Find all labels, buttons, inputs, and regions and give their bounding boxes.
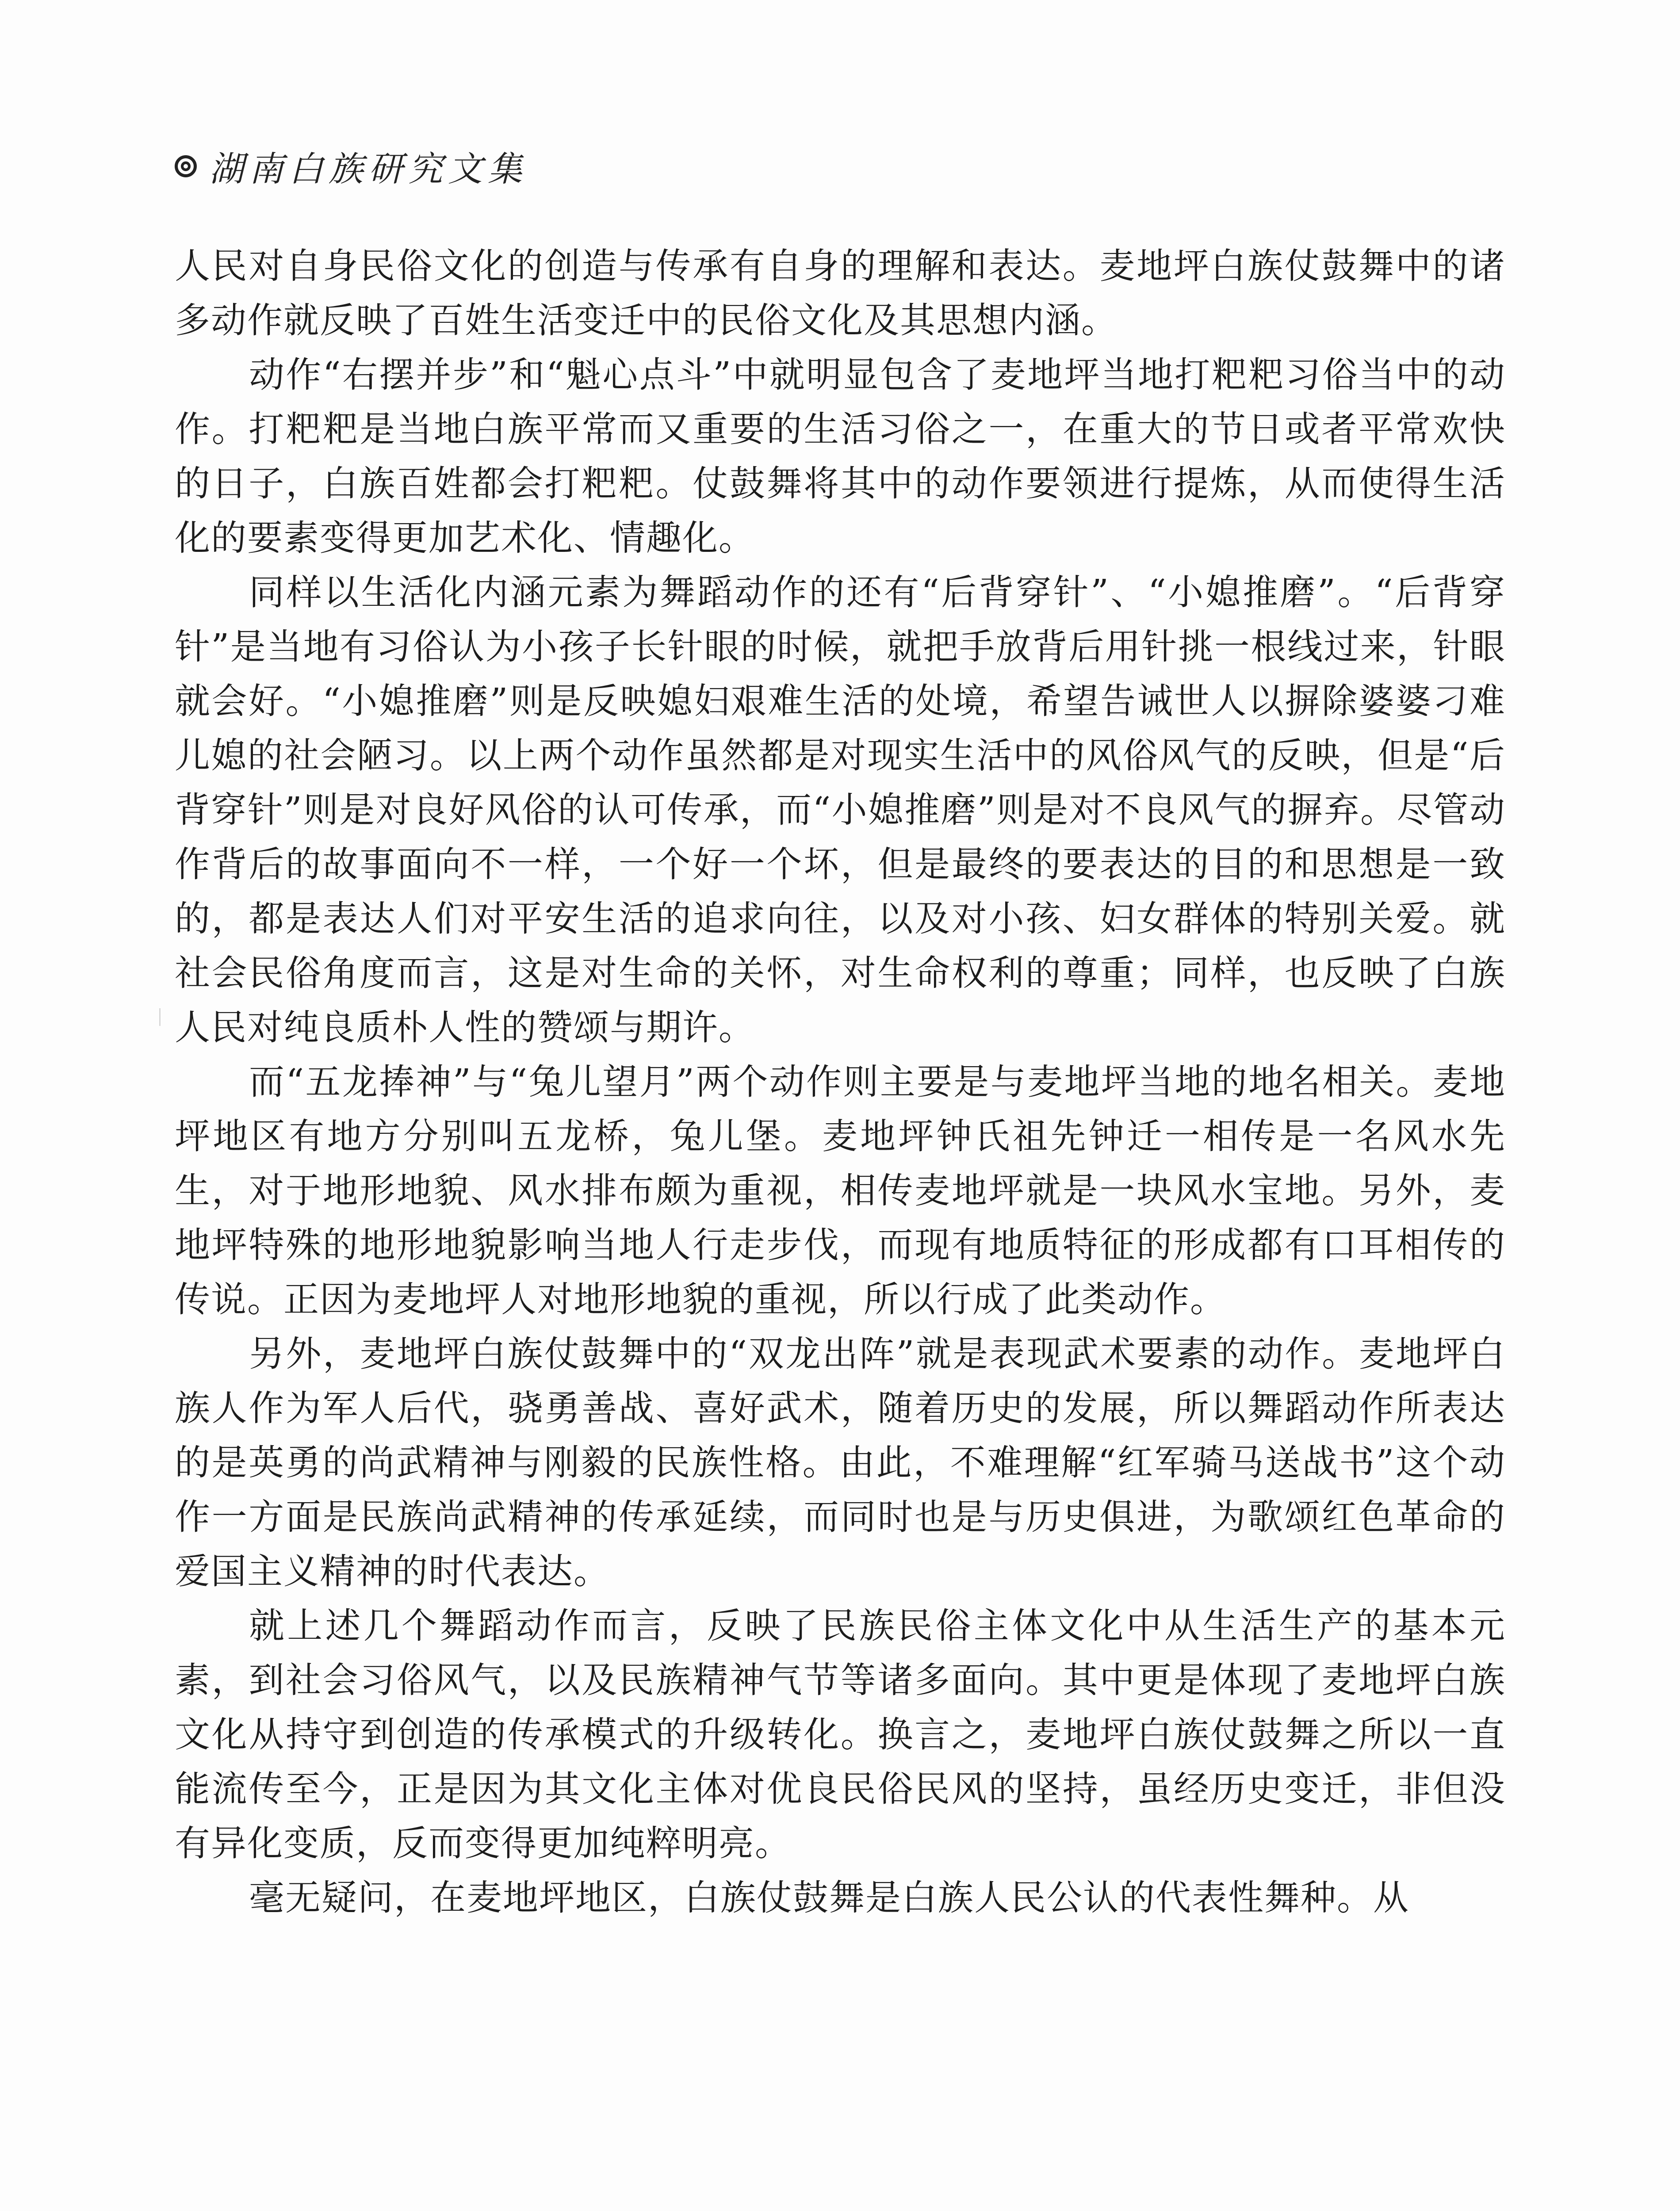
paragraph: 动作“右摆并步”和“魁心点斗”中就明显包含了麦地坪当地打粑粑习俗当中的动作。打粑粑是当地白族平常而又重要的生活习俗之一，在重大的节日或者平常欢快的日子，白族百姓都会打粑粑。仗鼓舞将其中的动作要领进行提炼，从而使得生活化的要素变得更加艺术化、情趣化。 [175,354,1506,558]
body-text [175,239,1506,1925]
paragraph: 而“五龙捧神”与“兔儿望月”两个动作则主要是与麦地坪当地的地名相关。麦地坪地区有地方分别叫五龙桥，兔儿堡。麦地坪钟氏祖先钟迁一相传是一名风水先生，对于地形地貌、风水排布颇为重视，相传麦地坪就是一块风水宝地。另外，麦地坪特殊的地形地貌影响当地人行走步伐，而现有地质特征的形成都有口耳相传的传说。正因为麦地坪人对地形地貌的重视，所以行成了此类动作。 [175,1061,1506,1320]
running-header [175,142,528,191]
paragraph-continued: 人民对自身民俗文化的创造与传承有自身的理解和表达。麦地坪白族仗鼓舞中的诸多动作就反映了百姓生活变迁中的民俗文化及其思想内涵。 [175,245,1506,341]
paragraph: 另外，麦地坪白族仗鼓舞中的“双龙出阵”就是表现武术要素的动作。麦地坪白族人作为军人后代，骁勇善战、喜好武术，随着历史的发展，所以舞蹈动作所表达的是英勇的尚武精神与刚毅的民族性格。由此，不难理解“红军骑马送战书”这个动作一方面是民族尚武精神的传承延续，而同时也是与历史俱进，为歌颂红色革命的爱国主义精神的时代表达。 [175,1333,1506,1592]
paragraph: 毫无疑问，在麦地坪地区，白族仗鼓舞是白族人民公认的代表性舞种。从 [249,1877,1409,1918]
paragraph: 同样以生活化内涵元素为舞蹈动作的还有“后背穿针”、“小媳推磨”。“后背穿针”是当地有习俗认为小孩子长针眼的时候，就把手放背后用针挑一根线过来，针眼就会好。“小媳推磨”则是反映媳妇艰难生活的处境，希望告诫世人以摒除婆婆刁难儿媳的社会陋习。以上两个动作虽然都是对现实生活中的风俗风气的反映，但是“后背穿针”则是对良好风俗的认可传承，而“小媳推磨”则是对不良风气的摒弃。尽管动作背后的故事面向不一样，一个好一个坏，但是最终的要表达的目的和思想是一致的，都是表达人们对平安生活的追求向往，以及对小孩、妇女群体的特别关爱。就社会民俗角度而言，这是对生命的关怀，对生命权利的尊重；同样，也反映了白族人民对纯良质朴人性的赞颂与期许。 [175,572,1506,1048]
book-title: 湖南白族研究文集 [209,149,528,189]
scan-artifact [159,1008,161,1026]
bullseye-icon [175,155,197,177]
paragraph: 就上述几个舞蹈动作而言，反映了民族民俗主体文化中从生活生产的基本元素，到社会习俗风气，以及民族精神气节等诸多面向。其中更是体现了麦地坪白族文化从持守到创造的传承模式的升级转化。换言之，麦地坪白族仗鼓舞之所以一直能流传至今，正是因为其文化主体对优良民俗民风的坚持，虽经历史变迁，非但没有异化变质，反而变得更加纯粹明亮。 [175,1605,1506,1864]
